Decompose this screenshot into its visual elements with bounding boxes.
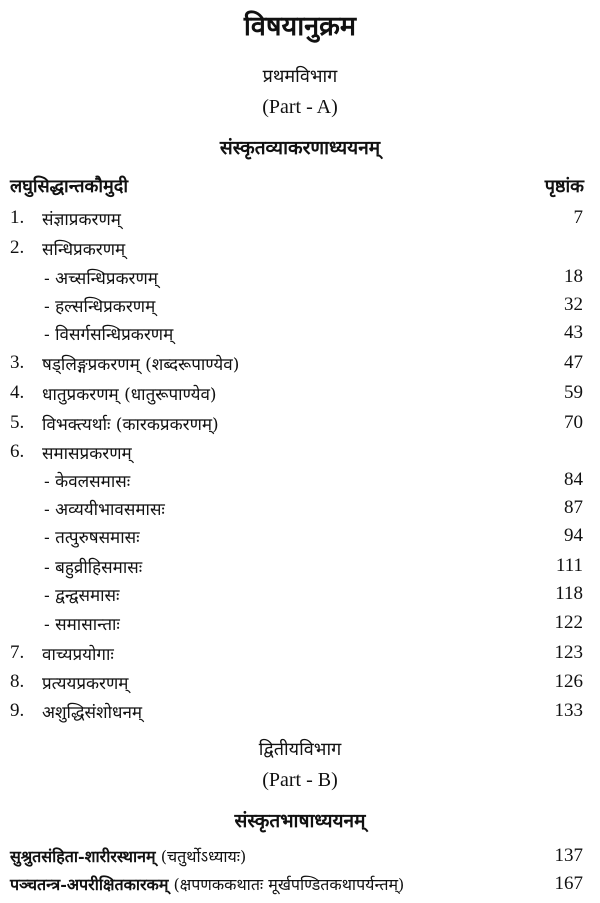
- toc-number: 1.: [10, 207, 25, 228]
- toc-number: 2.: [10, 237, 25, 258]
- toc-number: 7.: [10, 642, 25, 663]
- toc-page: 7: [573, 207, 583, 228]
- toc-detail: (क्षपणककथातः मूर्खपण्डितकथापर्यन्तम्): [173, 875, 405, 894]
- toc-number: 9.: [10, 700, 25, 721]
- toc-title: सन्धिप्रकरणम्: [42, 240, 126, 260]
- toc-page: 123: [554, 642, 583, 663]
- page-number-heading: पृष्ठांक: [544, 176, 584, 197]
- toc-row: [0, 352, 600, 380]
- toc-page: 87: [564, 497, 583, 518]
- toc-title: संज्ञाप्रकरणम्: [42, 210, 121, 230]
- toc-row: [0, 525, 600, 553]
- toc-row: [0, 555, 600, 583]
- toc-title: - द्वन्द्वसमासः: [44, 586, 120, 606]
- toc-number: 8.: [10, 671, 25, 692]
- part-b-label: (Part - B): [262, 769, 338, 791]
- toc-number: 6.: [10, 441, 25, 462]
- part-a-vibhag: प्रथमविभाग: [262, 66, 338, 87]
- toc-page: 43: [564, 322, 583, 343]
- toc-row: [0, 583, 600, 611]
- part-b-vibhag: द्वितीयविभाग: [258, 739, 342, 760]
- toc-title: वाच्यप्रयोगाः: [42, 645, 114, 665]
- toc-row: [0, 612, 600, 640]
- toc-title: - समासान्ताः: [44, 615, 120, 635]
- toc-row: [0, 441, 600, 469]
- toc-title: अशुद्धिसंशोधनम्: [42, 703, 143, 723]
- toc-row: [0, 237, 600, 265]
- toc-title: - अच्सन्धिप्रकरणम्: [44, 269, 158, 289]
- toc-row: [0, 642, 600, 670]
- toc-title: - अव्ययीभावसमासः: [44, 500, 165, 520]
- toc-row: [0, 382, 600, 410]
- toc-page: 70: [564, 412, 583, 433]
- toc-row: [0, 700, 600, 728]
- toc-page: 122: [554, 612, 583, 633]
- toc-page: 94: [564, 525, 583, 546]
- toc-page: 18: [564, 266, 583, 287]
- toc-page: 59: [564, 382, 583, 403]
- toc-row: [0, 469, 600, 497]
- toc-row: [10, 873, 590, 895]
- toc-row: [0, 497, 600, 525]
- book-heading: लघुसिद्धान्तकौमुदी: [10, 176, 128, 197]
- toc-page: 126: [554, 671, 583, 692]
- toc-title: - तत्पुरुषसमासः: [44, 528, 140, 548]
- toc-row: [0, 671, 600, 699]
- toc-row: [0, 294, 600, 322]
- part-a-subject: संस्कृतव्याकरणाध्ययनम्: [219, 137, 381, 159]
- toc-title: षड्लिङ्गप्रकरणम् (शब्दरूपाण्येव): [42, 355, 240, 375]
- toc-page: 47: [564, 352, 583, 373]
- toc-page: 137: [554, 845, 583, 866]
- toc-page: 111: [555, 555, 583, 576]
- part-a-label: (Part - A): [262, 96, 338, 118]
- toc-row: [0, 322, 600, 350]
- toc-row: [0, 207, 600, 235]
- toc-row: [0, 266, 600, 294]
- toc-title: - हल्सन्धिप्रकरणम्: [44, 297, 156, 317]
- toc-title: - विसर्गसन्धिप्रकरणम्: [44, 325, 174, 345]
- toc-title: धातुप्रकरणम् (धातुरूपाण्येव): [42, 385, 217, 405]
- toc-title: - केवलसमासः: [44, 472, 131, 492]
- toc-title: सुश्रुतसंहिता-शारीरस्थानम्: [10, 847, 156, 866]
- toc-page: 167: [554, 873, 583, 894]
- toc-page: 84: [564, 469, 583, 490]
- page-title: विषयानुक्रम: [243, 11, 357, 42]
- toc-number: 5.: [10, 412, 25, 433]
- toc-number: 3.: [10, 352, 25, 373]
- toc-page: 118: [555, 583, 583, 604]
- toc-title: विभक्त्यर्थाः (कारकप्रकरणम्): [42, 415, 219, 435]
- toc-title: समासप्रकरणम्: [42, 444, 132, 464]
- part-b-subject: संस्कृतभाषाध्ययनम्: [234, 810, 366, 832]
- toc-title: पञ्चतन्त्र-अपरीक्षितकारकम्: [10, 875, 169, 894]
- toc-row: [0, 412, 600, 440]
- toc-title: - बहुव्रीहिसमासः: [44, 558, 143, 578]
- toc-page: 133: [554, 700, 583, 721]
- toc-page: 32: [564, 294, 583, 315]
- toc-number: 4.: [10, 382, 25, 403]
- toc-row: [10, 845, 590, 867]
- toc-detail: (चतुर्थोऽध्यायः): [160, 847, 247, 866]
- toc-title: प्रत्ययप्रकरणम्: [42, 674, 129, 694]
